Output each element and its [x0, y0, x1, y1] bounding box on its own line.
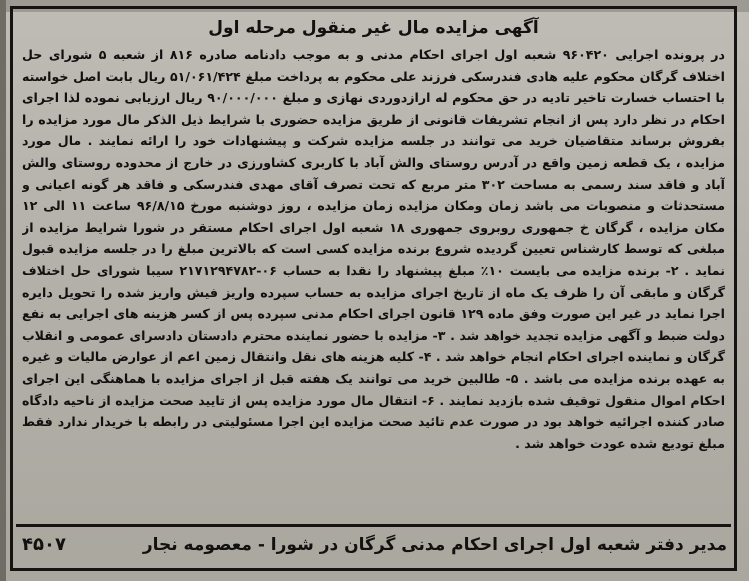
ad-code: ۴۵۰۷ — [22, 534, 66, 555]
footer-divider — [16, 524, 731, 527]
signature-line: مدیر دفتر شعبه اول اجرای احکام مدنی گرگان در شورا - معصومه نجار — [142, 535, 727, 555]
notice-title: آگهی مزایده مال غیر منقول مرحله اول — [208, 18, 539, 38]
auction-notice — [16, 12, 731, 565]
notice-body: در پرونده اجرایی ۹۶۰۴۲۰ شعبه اول اجرای احکام مدنی و به موجب دادنامه صادره ۸۱۶ از شعبه ۵ شورای حل اختلاف گرگان محکوم علیه هادی فندرسکی فرزند علی محکوم به پرداخت مبلغ ۵۱/۰۶۱/۴۲۴ ریال بابت اصل خواسته با احتساب خسارت تاخیر تادیه در حق محکوم له ارازدوردی نهازی و مبلغ ۹۰/۰۰۰/۰۰۰ ریال ارزیابی نموده لذا اجرای احکام در نظر دارد پس از انجام تشریفات قانونی از طریق مزایده حضوری با شرایط ذیل الذکر مال مورد مزایده را بفروش برساند متقاضیان خرید می توانند در جلسه مزایده شرکت و پیشنهادات خود را ارائه نمایند . مال مورد مزایده ، یک قطعه زمین واقع در آدرس روستای والش آباد با کاربری کشاورزی در خارج از محدوده روستای والش آباد و فاقد سند رسمی به مساحت ۳۰۲ متر مربع که تحت تصرف آقای مهدی فندرسکی و فاقد هر گونه اعیانی و مستحدثات و منصوبات می باشد زمان ومکان مزایده زمان مزایده ، روز دوشنبه مورخ ۹۶/۸/۱۵ ساعت ۱۱ الی ۱۲ مکان مزایده ، گرگان خ جمهوری روبروی جمهوری ۱۸ شعبه اول اجرای احکام مستقر در شورا شرایط مزایده از مبلغی که توسط کارشناس تعیین گردیده شروع برنده مزایده کسی است که بالاترین مبلغ را در جلسه مزایده قبول نماید . ۲- برنده مزایده می بایست ۱۰٪ مبلغ پیشنهاد را نقدا به حساب ۰۶-۲۱۷۱۲۹۴۷۸۲ سیبا شورای حل اختلاف گرگان و مابقی آن را ظرف یک ماه از تاریخ اجرای مزایده به حساب سپرده واریز فیش واریز شده را تحویل دایره اجرا نماید در غیر این صورت وفق ماده ۱۲۹ قانون اجرای احکام مدنی سپرده پس از کسر هزینه های اجرایی به نفع دولت ضبط و آگهی مزایده تجدید خواهد شد . ۳- مزایده با حضور نماینده محترم دادستان دادسرای عمومی و انقلاب گرگان و نماینده اجرای احکام انجام خواهد شد . ۴- کلیه هزینه های نقل وانتقال زمین اعم از عوارض مالیات و غیره به عهده برنده مزایده می باشد . ۵- طالبین خرید می توانند یک هفته قبل از اجرای مزایده با هماهنگی این اجرای احکام اموال منقول توقیف شده بازدید نمایند . ۶- انتقال مال مورد مزایده پس از تایید صحت مزایده از ناحیه دادگاه صادر کننده اجرائیه خواهد بود در صورت عدم تائید صحت مزایده این اجرا مسئولیتی در رابطه با خریدار ندارد فقط مبلغ تودیع شده عودت خواهد شد . — [22, 47, 725, 451]
page-edge-shadow — [0, 0, 6, 581]
notice-footer — [16, 530, 731, 560]
